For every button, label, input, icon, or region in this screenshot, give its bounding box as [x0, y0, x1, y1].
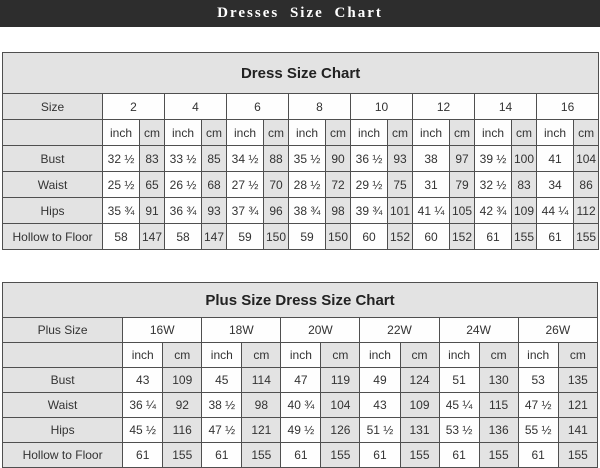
unit-cell-inch: inch	[413, 120, 450, 146]
value-cell: 55 ½	[518, 418, 558, 443]
value-cell: 43	[360, 393, 400, 418]
unit-cell-cm: cm	[140, 120, 165, 146]
value-cell: 124	[400, 368, 439, 393]
value-cell: 121	[558, 393, 597, 418]
measurement-row	[3, 172, 599, 198]
value-cell: 29 ½	[351, 172, 388, 198]
value-cell: 97	[450, 146, 475, 172]
value-cell: 32 ½	[103, 146, 140, 172]
size-cell: 24W	[439, 318, 518, 343]
value-cell: 83	[140, 146, 165, 172]
size-cell: 16	[537, 94, 599, 120]
value-cell: 61	[281, 443, 321, 468]
size-cell: 18W	[202, 318, 281, 343]
value-cell: 61	[537, 224, 574, 250]
value-cell: 61	[518, 443, 558, 468]
unit-cell-cm: cm	[558, 343, 597, 368]
size-cell: 16W	[123, 318, 202, 343]
value-cell: 60	[351, 224, 388, 250]
value-cell: 32 ½	[475, 172, 512, 198]
value-cell: 109	[163, 368, 202, 393]
size-cell: 22W	[360, 318, 439, 343]
measurement-row	[3, 146, 599, 172]
value-cell: 45 ¼	[439, 393, 479, 418]
value-cell: 26 ½	[165, 172, 202, 198]
value-cell: 93	[202, 198, 227, 224]
row-label: Bust	[3, 368, 123, 393]
value-cell: 39 ½	[475, 146, 512, 172]
value-cell: 100	[512, 146, 537, 172]
value-cell: 37 ¾	[227, 198, 264, 224]
value-cell: 42 ¾	[475, 198, 512, 224]
value-cell: 109	[512, 198, 537, 224]
size-label-cell: Size	[3, 94, 103, 120]
size-header-row	[3, 94, 599, 120]
unit-cell-inch: inch	[123, 343, 163, 368]
value-cell: 68	[202, 172, 227, 198]
unit-cell-cm: cm	[450, 120, 475, 146]
value-cell: 83	[512, 172, 537, 198]
measurement-row	[3, 368, 598, 393]
unit-cell-cm: cm	[388, 120, 413, 146]
value-cell: 150	[264, 224, 289, 250]
size-cell: 4	[165, 94, 227, 120]
value-cell: 31	[413, 172, 450, 198]
value-cell: 92	[163, 393, 202, 418]
value-cell: 152	[450, 224, 475, 250]
value-cell: 59	[289, 224, 326, 250]
value-cell: 58	[165, 224, 202, 250]
value-cell: 51 ½	[360, 418, 400, 443]
unit-corner-cell	[3, 343, 123, 368]
value-cell: 61	[123, 443, 163, 468]
value-cell: 38	[413, 146, 450, 172]
value-cell: 47 ½	[518, 393, 558, 418]
row-label: Hips	[3, 418, 123, 443]
value-cell: 130	[479, 368, 518, 393]
value-cell: 90	[326, 146, 351, 172]
unit-cell-cm: cm	[163, 343, 202, 368]
unit-cell-inch: inch	[103, 120, 140, 146]
value-cell: 35 ½	[289, 146, 326, 172]
unit-cell-cm: cm	[326, 120, 351, 146]
value-cell: 49 ½	[281, 418, 321, 443]
value-cell: 104	[574, 146, 599, 172]
value-cell: 86	[574, 172, 599, 198]
size-cell: 12	[413, 94, 475, 120]
value-cell: 47	[281, 368, 321, 393]
value-cell: 61	[360, 443, 400, 468]
unit-cell-cm: cm	[321, 343, 360, 368]
value-cell: 98	[242, 393, 281, 418]
value-cell: 155	[558, 443, 597, 468]
table-title: Dress Size Chart	[3, 53, 599, 94]
size-cell: 14	[475, 94, 537, 120]
row-label: Waist	[3, 393, 123, 418]
page-title: Dresses Size Chart	[217, 5, 383, 21]
value-cell: 105	[450, 198, 475, 224]
value-cell: 141	[558, 418, 597, 443]
unit-cell-cm: cm	[574, 120, 599, 146]
value-cell: 109	[400, 393, 439, 418]
value-cell: 155	[321, 443, 360, 468]
value-cell: 155	[479, 443, 518, 468]
value-cell: 135	[558, 368, 597, 393]
value-cell: 33 ½	[165, 146, 202, 172]
row-label: Hollow to Floor	[3, 224, 103, 250]
unit-cell-inch: inch	[165, 120, 202, 146]
value-cell: 88	[264, 146, 289, 172]
value-cell: 36 ¼	[123, 393, 163, 418]
value-cell: 59	[227, 224, 264, 250]
unit-corner-cell	[3, 120, 103, 146]
value-cell: 45	[202, 368, 242, 393]
table-title-row	[3, 53, 599, 94]
measurement-row	[3, 393, 598, 418]
value-cell: 49	[360, 368, 400, 393]
unit-cell-inch: inch	[518, 343, 558, 368]
unit-cell-inch: inch	[537, 120, 574, 146]
value-cell: 44 ¼	[537, 198, 574, 224]
value-cell: 38 ½	[202, 393, 242, 418]
row-label: Hollow to Floor	[3, 443, 123, 468]
value-cell: 147	[202, 224, 227, 250]
size-cell: 6	[227, 94, 289, 120]
value-cell: 25 ½	[103, 172, 140, 198]
unit-cell-inch: inch	[202, 343, 242, 368]
value-cell: 147	[140, 224, 165, 250]
measurement-row	[3, 418, 598, 443]
unit-cell-inch: inch	[439, 343, 479, 368]
row-label: Bust	[3, 146, 103, 172]
value-cell: 85	[202, 146, 227, 172]
unit-cell-inch: inch	[360, 343, 400, 368]
value-cell: 112	[574, 198, 599, 224]
value-cell: 98	[326, 198, 351, 224]
value-cell: 45 ½	[123, 418, 163, 443]
measurement-row	[3, 224, 599, 250]
unit-cell-inch: inch	[289, 120, 326, 146]
value-cell: 34 ½	[227, 146, 264, 172]
value-cell: 115	[479, 393, 518, 418]
value-cell: 35 ¾	[103, 198, 140, 224]
unit-cell-inch: inch	[281, 343, 321, 368]
unit-cell-cm: cm	[512, 120, 537, 146]
size-cell: 20W	[281, 318, 360, 343]
value-cell: 91	[140, 198, 165, 224]
value-cell: 36 ½	[351, 146, 388, 172]
value-cell: 126	[321, 418, 360, 443]
measurement-row	[3, 198, 599, 224]
unit-header-row	[3, 120, 599, 146]
value-cell: 101	[388, 198, 413, 224]
page-title-bar	[0, 0, 600, 27]
value-cell: 61	[475, 224, 512, 250]
value-cell: 47 ½	[202, 418, 242, 443]
value-cell: 53	[518, 368, 558, 393]
value-cell: 136	[479, 418, 518, 443]
unit-header-row	[3, 343, 598, 368]
value-cell: 96	[264, 198, 289, 224]
unit-cell-inch: inch	[475, 120, 512, 146]
value-cell: 28 ½	[289, 172, 326, 198]
value-cell: 72	[326, 172, 351, 198]
value-cell: 58	[103, 224, 140, 250]
value-cell: 43	[123, 368, 163, 393]
value-cell: 131	[400, 418, 439, 443]
row-label: Hips	[3, 198, 103, 224]
size-header-row	[3, 318, 598, 343]
value-cell: 34	[537, 172, 574, 198]
value-cell: 155	[512, 224, 537, 250]
value-cell: 51	[439, 368, 479, 393]
size-cell: 8	[289, 94, 351, 120]
value-cell: 114	[242, 368, 281, 393]
unit-cell-inch: inch	[351, 120, 388, 146]
table-title-row	[3, 283, 598, 318]
value-cell: 119	[321, 368, 360, 393]
value-cell: 41	[537, 146, 574, 172]
value-cell: 65	[140, 172, 165, 198]
size-table-2	[2, 282, 598, 468]
value-cell: 93	[388, 146, 413, 172]
size-table-1	[2, 52, 599, 250]
unit-cell-cm: cm	[242, 343, 281, 368]
value-cell: 61	[439, 443, 479, 468]
value-cell: 40 ¾	[281, 393, 321, 418]
value-cell: 150	[326, 224, 351, 250]
unit-cell-cm: cm	[264, 120, 289, 146]
value-cell: 79	[450, 172, 475, 198]
value-cell: 39 ¾	[351, 198, 388, 224]
table-title: Plus Size Dress Size Chart	[3, 283, 598, 318]
size-cell: 10	[351, 94, 413, 120]
unit-cell-inch: inch	[227, 120, 264, 146]
size-cell: 2	[103, 94, 165, 120]
value-cell: 61	[202, 443, 242, 468]
value-cell: 27 ½	[227, 172, 264, 198]
size-cell: 26W	[518, 318, 597, 343]
value-cell: 53 ½	[439, 418, 479, 443]
value-cell: 121	[242, 418, 281, 443]
unit-cell-cm: cm	[400, 343, 439, 368]
value-cell: 41 ¼	[413, 198, 450, 224]
value-cell: 155	[400, 443, 439, 468]
unit-cell-cm: cm	[202, 120, 227, 146]
value-cell: 155	[574, 224, 599, 250]
size-label-cell: Plus Size	[3, 318, 123, 343]
measurement-row	[3, 443, 598, 468]
value-cell: 70	[264, 172, 289, 198]
value-cell: 116	[163, 418, 202, 443]
value-cell: 60	[413, 224, 450, 250]
value-cell: 38 ¾	[289, 198, 326, 224]
row-label: Waist	[3, 172, 103, 198]
value-cell: 152	[388, 224, 413, 250]
value-cell: 155	[242, 443, 281, 468]
unit-cell-cm: cm	[479, 343, 518, 368]
value-cell: 155	[163, 443, 202, 468]
value-cell: 75	[388, 172, 413, 198]
value-cell: 104	[321, 393, 360, 418]
value-cell: 36 ¾	[165, 198, 202, 224]
